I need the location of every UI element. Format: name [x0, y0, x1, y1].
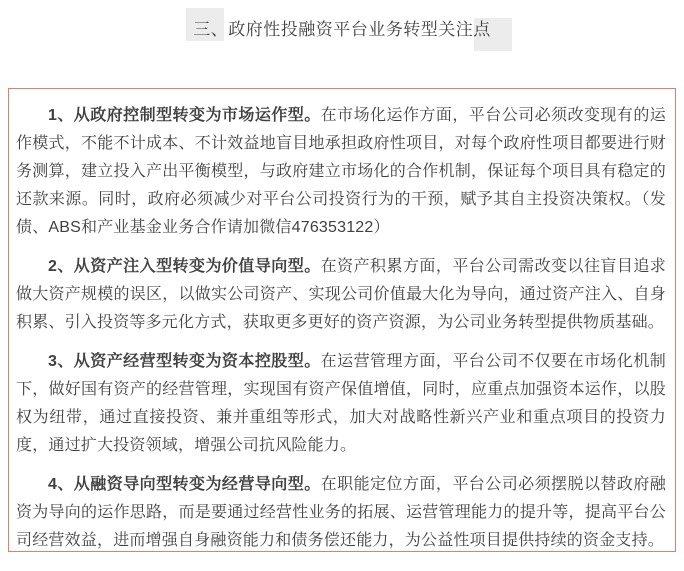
paragraph-3-body: 在运营管理方面，平台公司不仅要在市场化机制下，做好国有资产的经营管理，实现国有资产保值增值，同时，应重点加强资本运作，以股权为纽带，通过直接投资、兼并重组等形式，加大对战略性新兴产业和重点项目的投资力度，通过扩大投资领域，增强公司抗风险能力。	[16, 353, 666, 454]
paragraph-2	[16, 253, 666, 337]
bordered-content-box	[8, 88, 676, 552]
paragraph-1-body: 在市场化运作方面，平台公司必须改变现有的运作模式，不能不计成本、不计效益地盲目地承担政府性项目，对每个政府性项目都要进行财务测算，建立投入产出平衡模型，与政府建立市场化的合作机制，保证每个项目具有稳定的还款来源。同时，政府必须减少对平台公司投资行为的干预，赋予其自主投资决策权。（发债、ABS和产业基金业务合作请加微信476353122）	[16, 107, 666, 236]
paragraph-1-lead: 1、从政府控制型转变为市场运作型。	[48, 107, 321, 124]
paragraph-2-body: 在资产积累方面，平台公司需改变以往盲目追求做大资产规模的误区，以做实公司资产、实现公司价值最大化为导向，通过资产注入、自身积累、引入投资等多元化方式，获取更多更好的资产资源，为公司业务转型提供物质基础。	[16, 258, 666, 331]
section-title-row	[0, 0, 684, 47]
paragraph-2-lead: 2、从资产注入型转变为价值导向型。	[48, 258, 321, 275]
paragraph-3	[16, 348, 666, 460]
paragraph-1	[16, 102, 666, 242]
paragraph-4-body: 在职能定位方面，平台公司必须摆脱以替政府融资为导向的运作思路，而是要通过经营性业务的拓展、运营管理能力的提升等，提高平台公司经营效益，进而增强自身融资能力和债务偿还能力，为公益性项目提供持续的资金支持。	[16, 476, 666, 549]
paragraph-4-lead: 4、从融资导向型转变为经营导向型。	[48, 476, 321, 493]
paragraph-4	[16, 471, 666, 555]
paragraph-3-lead: 3、从资产经营型转变为资本控股型。	[48, 353, 321, 370]
section-title	[193, 13, 491, 46]
section-title-text: 三、政府性投融资平台业务转型关注点	[193, 20, 491, 39]
